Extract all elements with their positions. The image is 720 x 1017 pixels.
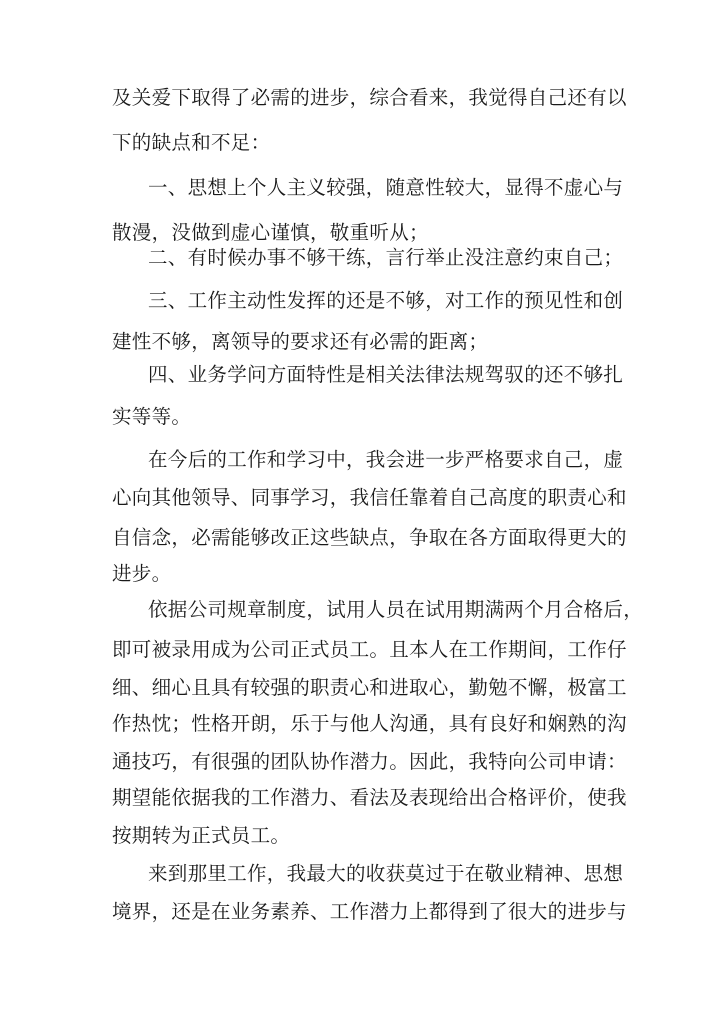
text-line: 二、有时候办事不够干练，言行举止没注意约束自己； [148,246,624,269]
text-line: 细、细心且具有较强的职责心和进取心，勤勉不懈，极富工 [112,676,627,699]
text-line: 通技巧，有很强的团队协作潜力。因此，我特向公司申请： [112,750,627,773]
text-line: 来到那里工作，我最大的收获莫过于在敬业精神、思想 [148,862,624,885]
text-line: 及关爱下取得了必需的进步，综合看来，我觉得自己还有以 [112,86,627,109]
text-line: 依据公司规章制度，试用人员在试用期满两个月合格后， [148,598,644,621]
text-line: 实等等。 [112,405,192,428]
text-line: 建性不够，离领导的要求还有必需的距离； [112,330,489,353]
text-line: 一、思想上个人主义较强，随意性较大，显得不虚心与 [148,176,624,199]
text-line: 境界，还是在业务素养、工作潜力上都得到了很大的进步与 [112,900,627,923]
text-line: 按期转为正式员工。 [112,824,291,847]
text-line: 心向其他领导、同事学习，我信任靠着自己高度的职责心和 [112,486,627,509]
text-line: 散漫，没做到虚心谨慎，敬重听从； [112,221,429,244]
text-line: 自信念，必需能够改正这些缺点，争取在各方面取得更大的 [112,526,627,549]
text-line: 三、工作主动性发挥的还是不够，对工作的预见性和创 [148,289,624,312]
text-line: 进步。 [112,562,172,585]
text-line: 即可被录用成为公司正式员工。且本人在工作期间，工作仔 [112,638,627,661]
text-line: 四、业务学问方面特性是相关法律法规驾驭的还不够扎 [148,363,624,386]
text-line: 期望能依据我的工作潜力、看法及表现给出合格评价，使我 [112,786,627,809]
text-line: 作热忱；性格开朗，乐于与他人沟通，具有良好和娴熟的沟 [112,712,627,735]
text-line: 在今后的工作和学习中，我会进一步严格要求自己，虚 [148,448,624,471]
text-line: 下的缺点和不足： [112,131,271,154]
